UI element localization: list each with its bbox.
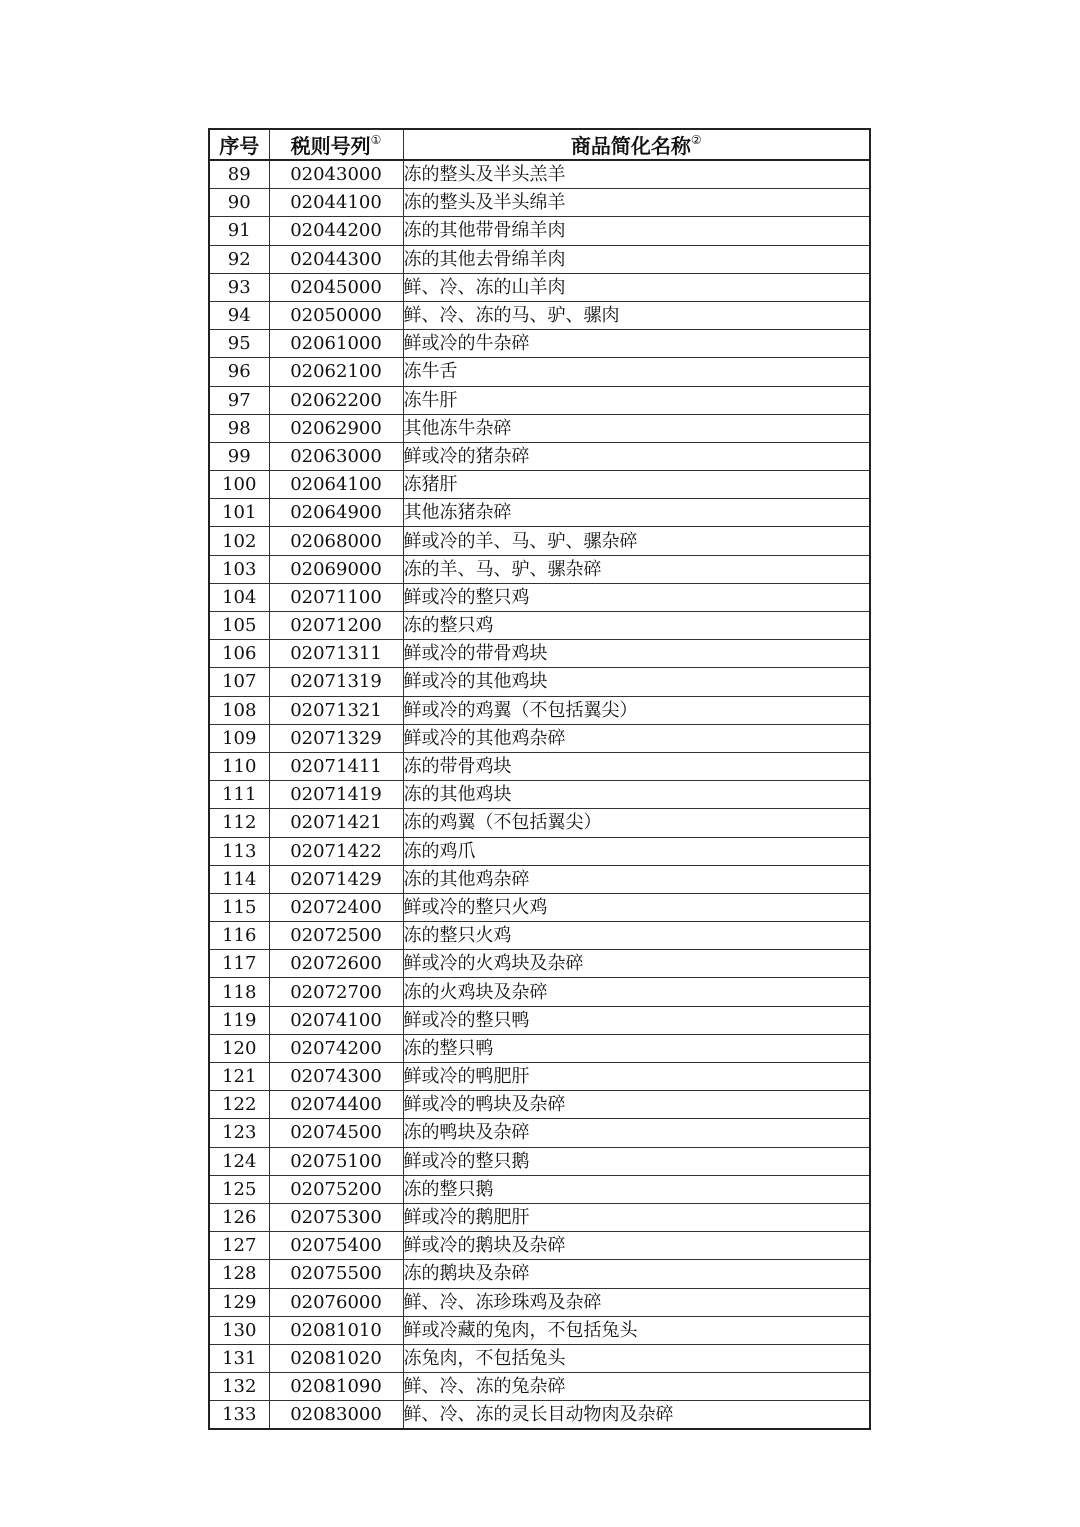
tariff-code-cell: 02076000 xyxy=(269,1288,403,1316)
product-name-cell: 鲜或冷藏的兔肉，不包括兔头 xyxy=(403,1316,870,1344)
serial-number-cell: 110 xyxy=(209,752,269,780)
tariff-code-cell: 02075300 xyxy=(269,1203,403,1231)
product-name-cell: 鲜或冷的火鸡块及杂碎 xyxy=(403,950,870,978)
table-row xyxy=(209,301,870,329)
serial-number-cell: 118 xyxy=(209,978,269,1006)
product-name-cell: 冻的其他带骨绵羊肉 xyxy=(403,217,870,245)
serial-number-cell: 91 xyxy=(209,217,269,245)
header-product-name-label: 商品简化名称 xyxy=(570,134,691,158)
header-product-name xyxy=(403,129,870,160)
tariff-code-cell: 02064900 xyxy=(269,499,403,527)
product-name-cell: 冻牛肝 xyxy=(403,386,870,414)
product-name-cell: 鲜、冷、冻的灵长目动物肉及杂碎 xyxy=(403,1401,870,1430)
table-row xyxy=(209,330,870,358)
header-product-name-note: ② xyxy=(690,133,702,147)
product-name-cell: 冻的整头及半头羔羊 xyxy=(403,160,870,189)
product-name-cell: 冻的鸡翼（不包括翼尖） xyxy=(403,809,870,837)
serial-number-cell: 112 xyxy=(209,809,269,837)
table-row xyxy=(209,1147,870,1175)
tariff-code-cell: 02064100 xyxy=(269,471,403,499)
product-name-cell: 冻的其他去骨绵羊肉 xyxy=(403,245,870,273)
product-name-cell: 冻的其他鸡杂碎 xyxy=(403,865,870,893)
tariff-code-cell: 02083000 xyxy=(269,1401,403,1430)
serial-number-cell: 128 xyxy=(209,1260,269,1288)
tariff-code-cell: 02062900 xyxy=(269,414,403,442)
product-name-cell: 冻的整头及半头绵羊 xyxy=(403,189,870,217)
tariff-code-cell: 02071422 xyxy=(269,837,403,865)
product-name-cell: 鲜、冷、冻的马、驴、骡肉 xyxy=(403,301,870,329)
tariff-table xyxy=(208,128,871,1430)
product-name-cell: 鲜或冷的鹅肥肝 xyxy=(403,1203,870,1231)
table-body xyxy=(209,160,870,1429)
table-row xyxy=(209,471,870,499)
table-row xyxy=(209,865,870,893)
serial-number-cell: 100 xyxy=(209,471,269,499)
serial-number-cell: 124 xyxy=(209,1147,269,1175)
serial-number-cell: 126 xyxy=(209,1203,269,1231)
table-row xyxy=(209,583,870,611)
tariff-code-cell: 02072500 xyxy=(269,922,403,950)
table-row xyxy=(209,781,870,809)
tariff-code-cell: 02068000 xyxy=(269,527,403,555)
table-row xyxy=(209,893,870,921)
tariff-code-cell: 02072600 xyxy=(269,950,403,978)
header-tariff-code-label: 税则号列 xyxy=(290,134,371,158)
tariff-code-cell: 02071421 xyxy=(269,809,403,837)
serial-number-cell: 105 xyxy=(209,612,269,640)
table-row xyxy=(209,640,870,668)
tariff-code-cell: 02081020 xyxy=(269,1344,403,1372)
table-row xyxy=(209,752,870,780)
serial-number-cell: 90 xyxy=(209,189,269,217)
table-row xyxy=(209,1288,870,1316)
product-name-cell: 冻的带骨鸡块 xyxy=(403,752,870,780)
product-name-cell: 鲜或冷的整只鹅 xyxy=(403,1147,870,1175)
tariff-code-cell: 02071200 xyxy=(269,612,403,640)
serial-number-cell: 115 xyxy=(209,893,269,921)
tariff-code-cell: 02074500 xyxy=(269,1119,403,1147)
table-row xyxy=(209,189,870,217)
table-row xyxy=(209,245,870,273)
product-name-cell: 冻兔肉，不包括兔头 xyxy=(403,1344,870,1372)
table-row xyxy=(209,1373,870,1401)
serial-number-cell: 127 xyxy=(209,1232,269,1260)
serial-number-cell: 122 xyxy=(209,1091,269,1119)
tariff-code-cell: 02071411 xyxy=(269,752,403,780)
tariff-code-cell: 02071329 xyxy=(269,724,403,752)
serial-number-cell: 99 xyxy=(209,442,269,470)
table-row xyxy=(209,1034,870,1062)
product-name-cell: 鲜、冷、冻的山羊肉 xyxy=(403,273,870,301)
serial-number-cell: 102 xyxy=(209,527,269,555)
tariff-code-cell: 02071321 xyxy=(269,696,403,724)
tariff-code-cell: 02050000 xyxy=(269,301,403,329)
serial-number-cell: 103 xyxy=(209,555,269,583)
serial-number-cell: 109 xyxy=(209,724,269,752)
tariff-code-cell: 02061000 xyxy=(269,330,403,358)
table-row xyxy=(209,1260,870,1288)
table-row xyxy=(209,1401,870,1430)
tariff-code-cell: 02044200 xyxy=(269,217,403,245)
table-row xyxy=(209,386,870,414)
header-tariff-code xyxy=(269,129,403,160)
product-name-cell: 其他冻猪杂碎 xyxy=(403,499,870,527)
product-name-cell: 冻的整只火鸡 xyxy=(403,922,870,950)
product-name-cell: 鲜或冷的鸡翼（不包括翼尖） xyxy=(403,696,870,724)
tariff-code-cell: 02075200 xyxy=(269,1175,403,1203)
serial-number-cell: 132 xyxy=(209,1373,269,1401)
tariff-code-cell: 02069000 xyxy=(269,555,403,583)
table-row xyxy=(209,1091,870,1119)
product-name-cell: 鲜或冷的带骨鸡块 xyxy=(403,640,870,668)
serial-number-cell: 104 xyxy=(209,583,269,611)
tariff-code-cell: 02045000 xyxy=(269,273,403,301)
serial-number-cell: 89 xyxy=(209,160,269,189)
tariff-code-cell: 02075500 xyxy=(269,1260,403,1288)
product-name-cell: 冻猪肝 xyxy=(403,471,870,499)
serial-number-cell: 111 xyxy=(209,781,269,809)
serial-number-cell: 108 xyxy=(209,696,269,724)
product-name-cell: 鲜或冷的整只鸡 xyxy=(403,583,870,611)
table-row xyxy=(209,1203,870,1231)
product-name-cell: 鲜或冷的其他鸡块 xyxy=(403,668,870,696)
tariff-code-cell: 02071311 xyxy=(269,640,403,668)
product-name-cell: 鲜或冷的鸭肥肝 xyxy=(403,1063,870,1091)
product-name-cell: 其他冻牛杂碎 xyxy=(403,414,870,442)
product-name-cell: 冻的整只鸭 xyxy=(403,1034,870,1062)
tariff-code-cell: 02075400 xyxy=(269,1232,403,1260)
product-name-cell: 冻的火鸡块及杂碎 xyxy=(403,978,870,1006)
serial-number-cell: 101 xyxy=(209,499,269,527)
product-name-cell: 鲜或冷的羊、马、驴、骡杂碎 xyxy=(403,527,870,555)
table-row xyxy=(209,160,870,189)
table-row xyxy=(209,527,870,555)
serial-number-cell: 107 xyxy=(209,668,269,696)
tariff-code-cell: 02074200 xyxy=(269,1034,403,1062)
tariff-code-cell: 02063000 xyxy=(269,442,403,470)
table-row xyxy=(209,1006,870,1034)
product-name-cell: 鲜或冷的鹅块及杂碎 xyxy=(403,1232,870,1260)
product-name-cell: 冻的羊、马、驴、骡杂碎 xyxy=(403,555,870,583)
tariff-code-cell: 02071319 xyxy=(269,668,403,696)
header-serial-number-label: 序号 xyxy=(219,134,260,158)
product-name-cell: 冻的鸭块及杂碎 xyxy=(403,1119,870,1147)
product-name-cell: 鲜或冷的其他鸡杂碎 xyxy=(403,724,870,752)
tariff-code-cell: 02074100 xyxy=(269,1006,403,1034)
serial-number-cell: 93 xyxy=(209,273,269,301)
header-row xyxy=(209,129,870,160)
serial-number-cell: 121 xyxy=(209,1063,269,1091)
product-name-cell: 鲜或冷的牛杂碎 xyxy=(403,330,870,358)
product-name-cell: 冻的其他鸡块 xyxy=(403,781,870,809)
serial-number-cell: 97 xyxy=(209,386,269,414)
serial-number-cell: 125 xyxy=(209,1175,269,1203)
serial-number-cell: 117 xyxy=(209,950,269,978)
serial-number-cell: 131 xyxy=(209,1344,269,1372)
product-name-cell: 鲜或冷的整只鸭 xyxy=(403,1006,870,1034)
table-row xyxy=(209,978,870,1006)
tariff-code-cell: 02072700 xyxy=(269,978,403,1006)
tariff-code-cell: 02044100 xyxy=(269,189,403,217)
serial-number-cell: 106 xyxy=(209,640,269,668)
tariff-code-cell: 02075100 xyxy=(269,1147,403,1175)
table-row xyxy=(209,668,870,696)
tariff-code-cell: 02044300 xyxy=(269,245,403,273)
table-row xyxy=(209,837,870,865)
product-name-cell: 冻的整只鸡 xyxy=(403,612,870,640)
tariff-code-cell: 02043000 xyxy=(269,160,403,189)
table-row xyxy=(209,950,870,978)
table-row xyxy=(209,1175,870,1203)
serial-number-cell: 116 xyxy=(209,922,269,950)
table-row xyxy=(209,555,870,583)
serial-number-cell: 123 xyxy=(209,1119,269,1147)
serial-number-cell: 96 xyxy=(209,358,269,386)
product-name-cell: 鲜或冷的鸭块及杂碎 xyxy=(403,1091,870,1119)
header-tariff-code-note: ① xyxy=(370,133,382,147)
tariff-code-cell: 02072400 xyxy=(269,893,403,921)
serial-number-cell: 92 xyxy=(209,245,269,273)
product-name-cell: 冻的鸡爪 xyxy=(403,837,870,865)
tariff-code-cell: 02071429 xyxy=(269,865,403,893)
tariff-code-cell: 02074300 xyxy=(269,1063,403,1091)
product-name-cell: 冻牛舌 xyxy=(403,358,870,386)
table-row xyxy=(209,1344,870,1372)
serial-number-cell: 129 xyxy=(209,1288,269,1316)
table-row xyxy=(209,1232,870,1260)
product-name-cell: 鲜或冷的整只火鸡 xyxy=(403,893,870,921)
product-name-cell: 冻的整只鹅 xyxy=(403,1175,870,1203)
serial-number-cell: 114 xyxy=(209,865,269,893)
header-serial-number xyxy=(209,129,269,160)
table-row xyxy=(209,217,870,245)
serial-number-cell: 130 xyxy=(209,1316,269,1344)
tariff-code-cell: 02071100 xyxy=(269,583,403,611)
table-row xyxy=(209,1316,870,1344)
tariff-code-cell: 02074400 xyxy=(269,1091,403,1119)
table-header xyxy=(209,129,870,160)
serial-number-cell: 94 xyxy=(209,301,269,329)
serial-number-cell: 133 xyxy=(209,1401,269,1430)
product-name-cell: 鲜或冷的猪杂碎 xyxy=(403,442,870,470)
table-row xyxy=(209,1063,870,1091)
serial-number-cell: 113 xyxy=(209,837,269,865)
table-row xyxy=(209,696,870,724)
table-row xyxy=(209,922,870,950)
tariff-code-cell: 02062200 xyxy=(269,386,403,414)
product-name-cell: 鲜、冷、冻的兔杂碎 xyxy=(403,1373,870,1401)
tariff-code-cell: 02081090 xyxy=(269,1373,403,1401)
table-row xyxy=(209,724,870,752)
tariff-code-cell: 02062100 xyxy=(269,358,403,386)
table-row xyxy=(209,414,870,442)
tariff-code-cell: 02071419 xyxy=(269,781,403,809)
table-row xyxy=(209,442,870,470)
table-row xyxy=(209,809,870,837)
product-name-cell: 鲜、冷、冻珍珠鸡及杂碎 xyxy=(403,1288,870,1316)
table-row xyxy=(209,1119,870,1147)
serial-number-cell: 98 xyxy=(209,414,269,442)
serial-number-cell: 120 xyxy=(209,1034,269,1062)
table-row xyxy=(209,273,870,301)
serial-number-cell: 95 xyxy=(209,330,269,358)
table-row xyxy=(209,358,870,386)
tariff-code-cell: 02081010 xyxy=(269,1316,403,1344)
serial-number-cell: 119 xyxy=(209,1006,269,1034)
product-name-cell: 冻的鹅块及杂碎 xyxy=(403,1260,870,1288)
table-row xyxy=(209,612,870,640)
table-row xyxy=(209,499,870,527)
